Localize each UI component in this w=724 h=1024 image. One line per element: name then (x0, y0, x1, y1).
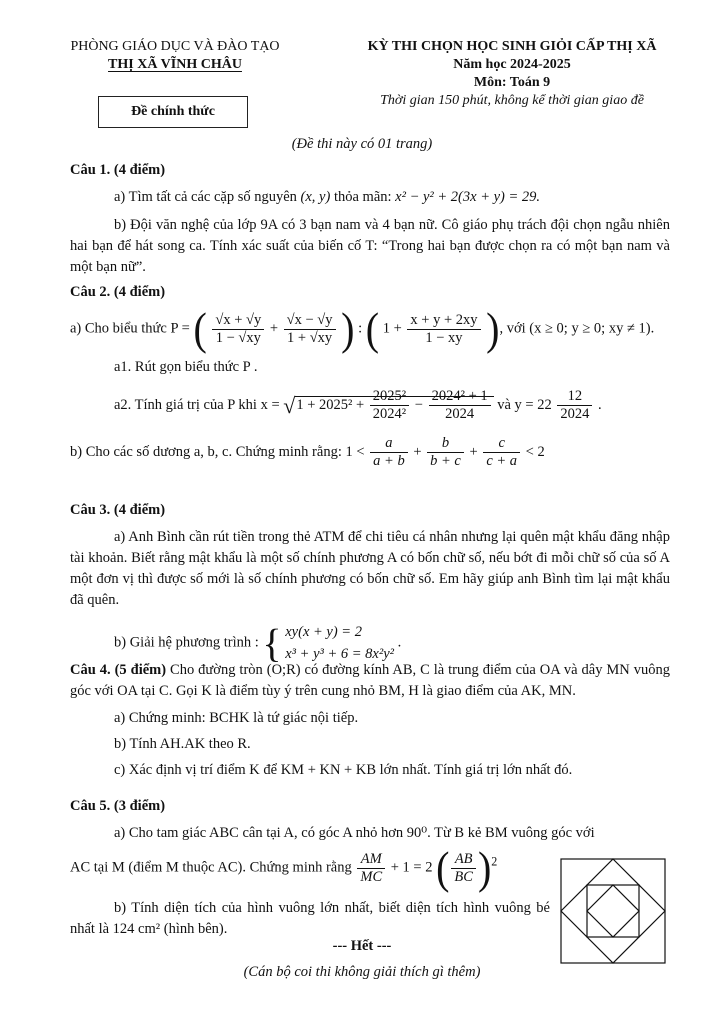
q2-a1: a1. Rút gọn biểu thức P . (114, 359, 258, 375)
q4-title: Câu 4. (5 điểm) (70, 662, 167, 678)
q2-title: Câu 2. (4 điểm) (70, 284, 166, 300)
q1-a-text: a) Tìm tất cả các cặp số nguyên (114, 189, 297, 205)
q4-intro: Cho đường tròn (O;R) có đường kính AB, C là trung điểm của OA và dây MN vuông góc với OA tại C. Gọi K là điểm tùy ý trên cung nhỏ BM, H là giao điểm của AK, MN. (70, 662, 670, 699)
q3-section (70, 500, 670, 665)
district-name: THỊ XÃ VĨNH CHÂU (108, 57, 242, 72)
q5-part-a-line1: a) Cho tam giác ABC cân tại A, có góc A nhỏ hơn 90⁰. Từ B kẻ BM vuông góc với (114, 825, 595, 841)
system-eq2: x³ + y³ + 6 = 8x²y² (285, 646, 394, 662)
q2-part-a: a) Cho biểu thức P = ( $\frac{√x + √y}{1 - √xy}$ + $\frac{√x - √y}{1 + √xy}$ ) : ( 1 + $\frac{x + y + 2xy}{1 - xy}$ ), với (x ≥ 0; y ≥ 0; xy ≠ 1). (70, 302, 655, 355)
school-year: Năm học 2024-2025 (453, 57, 571, 72)
q2-a-prefix: a) Cho biểu thức P = (70, 320, 190, 337)
exam-title: KỲ THI CHỌN HỌC SINH GIỎI CẤP THỊ XÃ (367, 39, 657, 54)
q5-part-a-line2: AC tại M (điểm M thuộc AC). Chứng minh rằng $\frac{AM}{MC}$ + 1 = 2 ( $\frac{AB}{BC}$ )$^2$ (70, 841, 498, 894)
header-left (40, 38, 310, 74)
department-name: PHÒNG GIÁO DỤC VÀ ĐÀO TẠO (70, 39, 280, 54)
q1-part-a (70, 187, 670, 208)
header-right (332, 38, 692, 110)
q2-frac1: $\frac{√x + √y}{1 - √xy}$ (212, 312, 264, 347)
q2-frac2: $\frac{√x - √y}{1 + √xy}$ (284, 312, 336, 347)
q2-frac3: $\frac{x + y + 2xy}{1 - xy}$ (407, 312, 480, 347)
q4-intro-line (70, 660, 670, 702)
q1-a-mid: thỏa mãn: (333, 189, 392, 205)
official-badge: Đề chính thức (98, 96, 248, 128)
subject: Môn: Toán 9 (473, 75, 551, 90)
q2-part-b: b) Cho các số dương a, b, c. Chứng minh rằng: 1 < $\frac{a}{a + b}$ + $\frac{b}{b + c}$ + $\frac{c}{c + a}$ < 2 (70, 435, 545, 469)
equation-system: { xy(x + y) = 2 x³ + y³ + 6 = 8x²y² . (262, 620, 402, 666)
inner-diamond (587, 885, 639, 937)
q4-part-b: b) Tính AH.AK theo R. (114, 736, 251, 752)
q2-a-condition: , với (x ≥ 0; y ≥ 0; xy ≠ 1). (499, 320, 655, 337)
q2-a2: a2. Tính giá trị của P khi x = √1 + 2025² + $\frac{\text{2025²}}{\text{2024²}}$ − $\frac{\text{2024² + 1}}{2024}$ và y = 22 $\frac{12}{2024}$ . (114, 388, 602, 422)
q1-section (70, 160, 670, 278)
proctor-note: (Cán bộ coi thi không giải thích gì thêm) (243, 964, 481, 980)
q5-title: Câu 5. (3 điểm) (70, 798, 166, 814)
q1-title: Câu 1. (4 điểm) (70, 162, 166, 178)
time-note: Thời gian 150 phút, không kể thời gian giao đề (380, 93, 644, 108)
q4-section (70, 660, 670, 781)
q1-a-pair: (x, y) (300, 189, 331, 205)
system-eq1: xy(x + y) = 2 (285, 624, 362, 640)
q4-part-c: c) Xác định vị trí điểm K để KM + KN + KB lớn nhất. Tính giá trị lớn nhất đó. (114, 762, 573, 778)
q3-part-b: b) Giải hệ phương trình : { xy(x + y) = 2 x³ + y³ + 6 = 8x²y² . (114, 620, 402, 666)
q1-part-b: b) Đội văn nghệ của lớp 9A có 3 bạn nam và 4 bạn nữ. Cô giáo phụ trách đội chọn ngẫu nhiên hai bạn để hát song ca. Tính xác suất của biến cố T: “Trong hai bạn được chọn ra có một bạn nam và một bạn nữ”. (70, 217, 670, 275)
end-marker: --- Hết --- (332, 938, 392, 954)
q5-part-b: b) Tính diện tích của hình vuông lớn nhất, biết diện tích hình vuông bé nhất là 124 cm² (hình bên). (70, 900, 550, 937)
q2-section (70, 282, 670, 470)
middle-square (587, 885, 639, 937)
page-note: (Đề thi này có 01 trang) (291, 136, 433, 152)
q3-part-a: a) Anh Bình cần rút tiền trong thẻ ATM để chi tiêu cá nhân nhưng lại quên mật khẩu đăng nhập tài khoản. Biết rằng mật khẩu là một số chính phương A có bốn chữ số, nếu bớt đi mỗi chữ số của số A một đơn vị thì được số mới là số chính phương có bốn chữ số. Em hãy giúp anh Bình tìm lại mật khẩu đã quên. (70, 529, 670, 608)
q4-part-a: a) Chứng minh: BCHK là tứ giác nội tiếp. (114, 710, 359, 726)
q1-a-equation: x² − y² + 2(3x + y) = 29. (395, 189, 541, 205)
q3-title: Câu 3. (4 điểm) (70, 502, 166, 518)
